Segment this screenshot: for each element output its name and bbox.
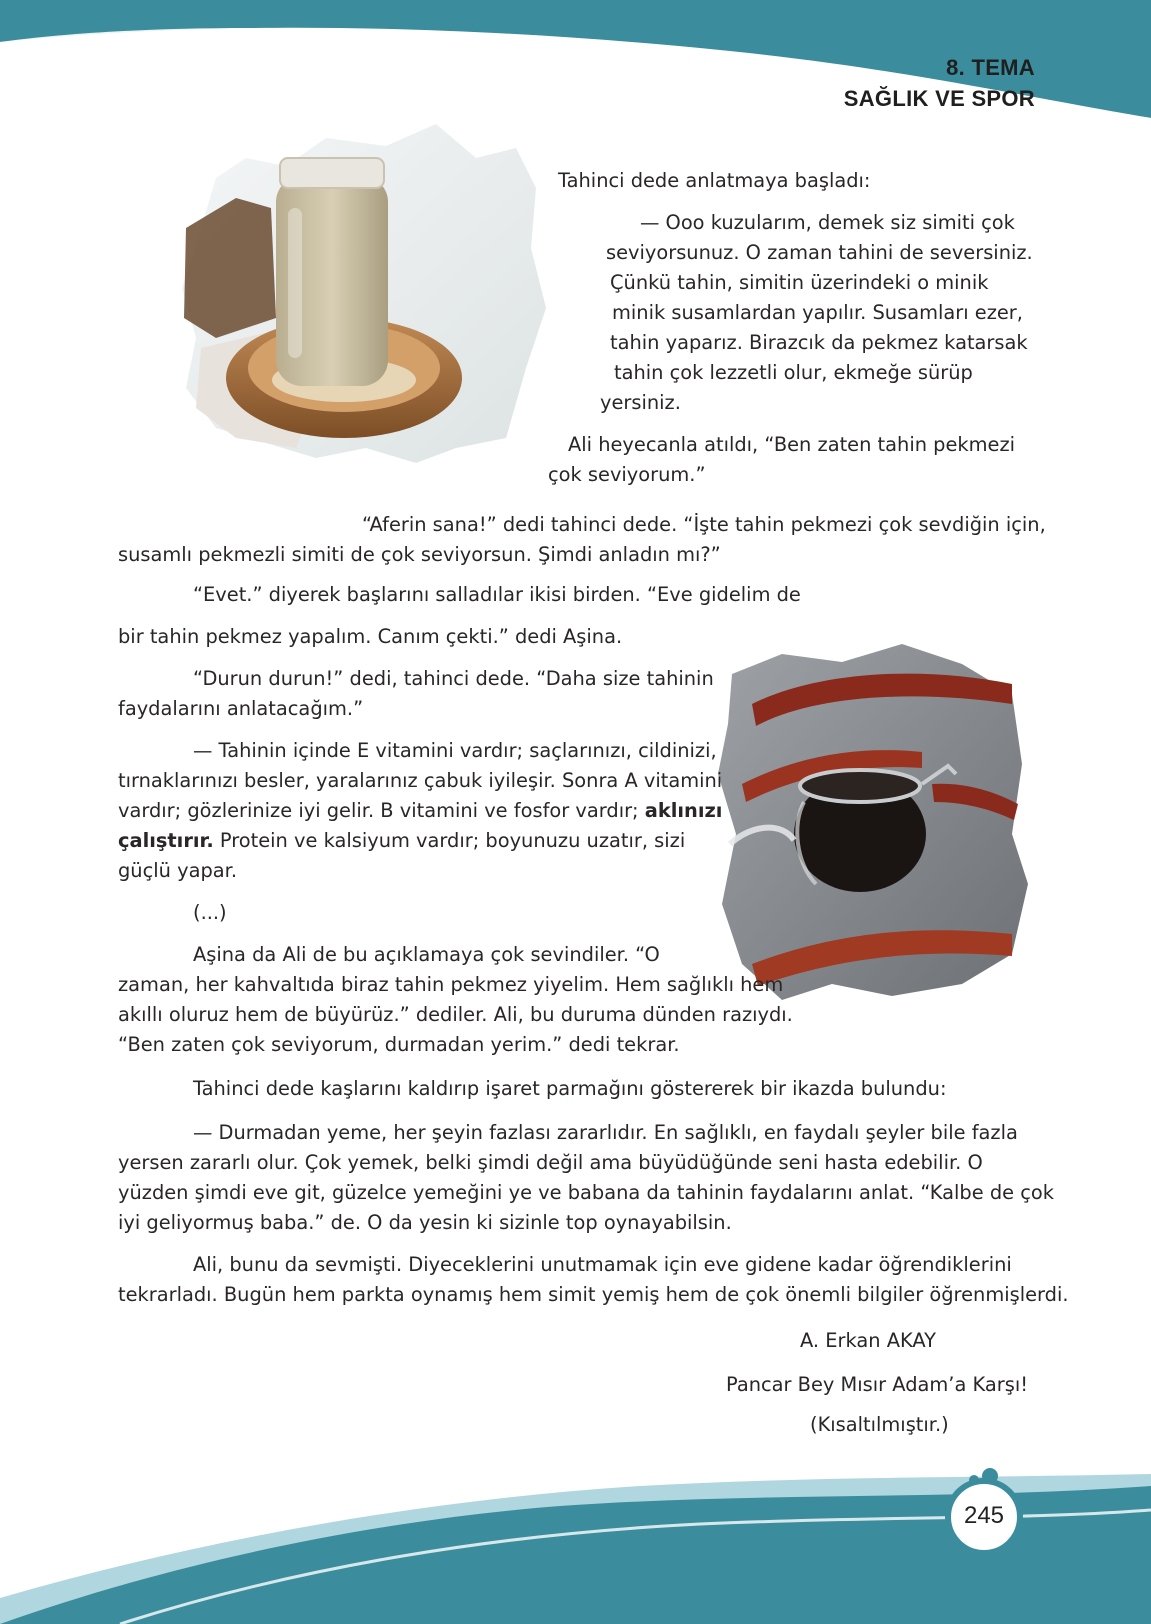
paragraph-ikaz: Tahinci dede kaşlarını kaldırıp işaret parmağını göstererek bir ikazda bulundu: xyxy=(193,1077,947,1100)
paragraph-warning: — Durmadan yeme, her şeyin fazlası zararlıdır. En sağlıklı, en faydalı şeyler bile fazla yersen zararlı olur. Çok yemek, belki şimdi değil ama büyüdüğünde seni hasta edebilir. O yüzden şimdi eve git, güzelce yemeğini ye ve babana da tahinin faydalarını anlat. “Kalbe de çok iyi geliyormuş baba.” de. O da yesin ki sizinle top oynayabilsin. xyxy=(118,1121,1054,1234)
theme-number: 8. TEMA xyxy=(946,55,1035,80)
paragraph-ali: Ali heyecanla atıldı, “Ben zaten tahin pekmezi çok seviyorum.” xyxy=(548,433,1016,486)
paragraph-aferin: “Aferin sana!” dedi tahinci dede. “İşte tahin pekmezi çok sevdiğin için, susamlı pekmezli simiti de çok seviyorsun. Şimdi anladın mı?” xyxy=(118,513,1046,566)
tahini-jar-photo xyxy=(176,118,566,478)
abridged-note: (Kısaltılmıştır.) xyxy=(810,1413,949,1436)
badge-dot-small xyxy=(969,1475,979,1485)
page-number-container xyxy=(948,1486,1020,1550)
paragraph-durun: “Durun durun!” dedi, tahinci dede. “Daha size tahinin faydalarını anlatacağım.” xyxy=(118,667,714,720)
paragraph-ending: Ali, bunu da sevmişti. Diyeceklerini unutmamak için eve gidene kadar öğrendiklerini tekrarladı. Bugün hem parkta oynamış hem simit yemiş hem de çok önemli bilgiler öğrenmişlerdi. xyxy=(118,1253,1069,1306)
book-title: Pancar Bey Mısır Adam’a Karşı! xyxy=(726,1373,1028,1396)
paragraph-benefits: — Tahinin içinde E vitamini vardır; saçlarınızı, cildinizi, tırnaklarınızı besler, yaralarınız çabuk iyileşir. Sonra A vitamini vardır; gözlerinize iyi gelir. B vitamini ve fosfor vardır; aklınızı çalıştırır. Protein ve kalsiyum vardır; boyunuzu uzatır, sizi güçlü yapar. xyxy=(118,739,723,882)
paragraph-tahinci-speech: — Ooo kuzularım, demek siz simiti çok seviyorsunuz. O zaman tahini de seversiniz. Çünkü tahin, simitin üzerindeki o minik minik susamlardan yapılır. Susamları ezer, tahin yaparız. Birazcık da pekmez katarsak tahin çok lezzetli olur, ekmeğe sürüp yersiniz. xyxy=(600,211,1033,414)
paragraph-ellipsis: (...) xyxy=(193,901,227,924)
paragraph-asina: Aşina da Ali de bu açıklamaya çok sevindiler. “O zaman, her kahvaltıda biraz tahin pekmez yiyelim. Hem sağlıklı hem akıllı oluruz hem de büyürüz.” dediler. Ali, bu duruma dünden razıydı. “Ben zaten çok seviyorum, durmadan yerim.” dedi tekrar. xyxy=(118,943,793,1056)
author-name: A. Erkan AKAY xyxy=(800,1329,936,1352)
paragraph-intro: Tahinci dede anlatmaya başladı: xyxy=(558,169,871,192)
theme-title: SAĞLIK VE SPOR xyxy=(843,86,1035,111)
page-number: 245 xyxy=(963,1502,1005,1529)
badge-dot-large xyxy=(982,1468,998,1484)
theme-header xyxy=(844,52,1035,114)
paragraph-evet: “Evet.” diyerek başlarını salladılar ikisi birden. “Eve gidelim de bir tahin pekmez yapalım. Canım çekti.” dedi Aşina. xyxy=(118,583,801,648)
